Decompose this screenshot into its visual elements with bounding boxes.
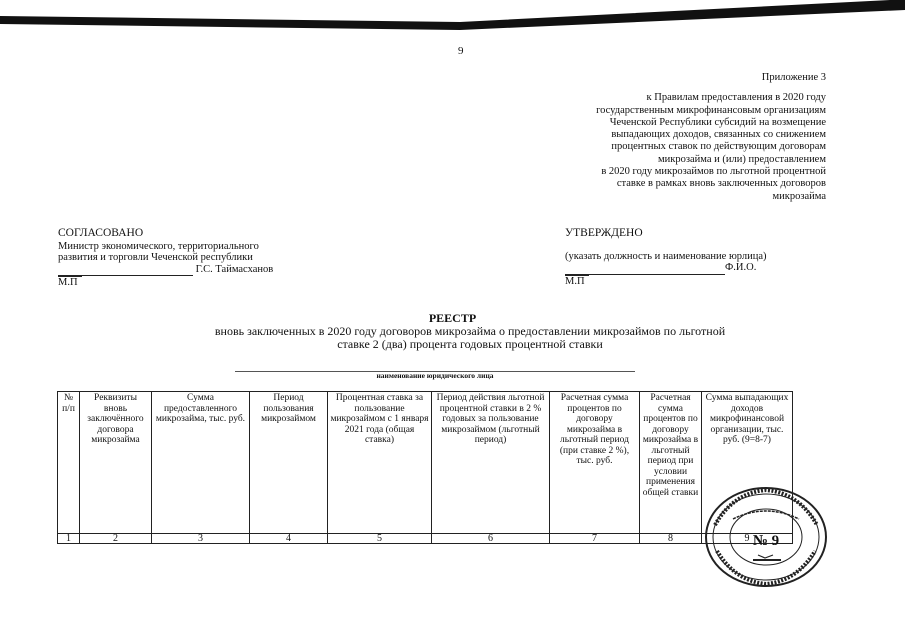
appendix-line: к Правилам предоставления в 2020 году: [646, 92, 826, 104]
agreed-signature-name: Г.С. Таймасханов: [195, 263, 274, 275]
appendix-line: ставке в рамках вновь заключенных договоров: [616, 178, 826, 190]
registry-subtitle-line: ставке 2 (два) процента годовых процентной ставки: [337, 337, 603, 351]
agreed-heading: СОГЛАСОВАНО: [58, 227, 144, 239]
registry-title: РЕЕСТР: [428, 311, 477, 325]
agreed-line: Министр экономического, территориального: [58, 240, 259, 252]
agreed-signature-row: [58, 264, 273, 277]
header-cell: № п/п: [58, 392, 80, 534]
table-header-row: [58, 392, 793, 534]
appendix-line: микрозайма и (или) предоставлением: [657, 153, 826, 165]
approved-signature-name: Ф.И.О.: [725, 262, 757, 273]
appendix-title: Приложение 3: [761, 72, 826, 83]
header-cell: Реквизиты вновь заключённого договора микрозайма: [80, 392, 152, 534]
approved-instruction: (указать должность и наименование юрлица): [565, 250, 767, 262]
signature-line: [58, 264, 193, 277]
agreed-seal-mark: М.П: [58, 276, 82, 289]
approved-seal-mark: М.П: [565, 275, 589, 288]
table-number-row: [58, 534, 793, 544]
appendix-line: микрозайма: [772, 190, 826, 202]
legal-entity-caption: наименование юридического лица: [376, 371, 494, 380]
header-cell: Период пользования микрозаймом: [250, 392, 328, 534]
header-cell: Расчетная сумма процентов по договору микрозайма в льготный период при условии применения общей ставки: [640, 392, 702, 534]
official-seal-stamp: [703, 485, 829, 589]
appendix-line: государственным микрофинансовым организациям: [596, 104, 826, 116]
appendix-line: Чеченской Республики субсидий на возмещение: [609, 116, 826, 128]
header-cell: Расчетная сумма процентов по договору микрозайма в льготный период (при ставке 2 %), тыс. руб.: [550, 392, 640, 534]
header-cell: Сумма выпадающих доходов микрофинансовой организации, тыс. руб. (9=8-7): [702, 392, 793, 534]
appendix-line: в 2020 году микрозаймов по льготной процентной: [601, 166, 826, 178]
approved-heading: УТВЕРЖДЕНО: [565, 227, 643, 239]
stamp-number: № 9: [752, 533, 780, 549]
approved-block: [565, 228, 835, 287]
header-cell: Процентная ставка за пользование микрозаймом с 1 января 2021 года (общая ставка): [328, 392, 432, 534]
appendix-line: выпадающих доходов, связанных со снижением: [611, 129, 826, 141]
column-number-cell: 2: [80, 534, 152, 544]
column-number-cell: 9: [702, 534, 793, 544]
column-number-cell: 6: [432, 534, 550, 544]
header-cell: Период действия льготной процентной ставки в 2 % годовых за пользование микрозаймом (льготный период): [432, 392, 550, 534]
header-cell: Сумма предоставленного микрозайма, тыс. руб.: [152, 392, 250, 534]
appendix-line: процентных ставок по действующим договорам: [611, 141, 826, 153]
agreed-line: развития и торговли Чеченской республики: [58, 252, 253, 263]
registry-subtitle-line: вновь заключенных в 2020 году договоров микрозайма о предоставлении микрозаймов по льготной: [214, 324, 726, 338]
page-number: 9: [458, 45, 464, 57]
approved-signature-row: [565, 262, 835, 275]
column-number-cell: 8: [640, 534, 702, 544]
appendix-block: [520, 72, 826, 203]
column-number-cell: 1: [58, 534, 80, 544]
column-number-cell: 4: [250, 534, 328, 544]
column-number-cell: 3: [152, 534, 250, 544]
top-border-stroke: [0, 0, 905, 36]
registry-subtitle: [120, 325, 820, 351]
agreed-block: [58, 228, 273, 289]
signature-line: [565, 262, 725, 275]
column-number-cell: 5: [328, 534, 432, 544]
column-number-cell: 7: [550, 534, 640, 544]
registry-table: [57, 391, 793, 544]
